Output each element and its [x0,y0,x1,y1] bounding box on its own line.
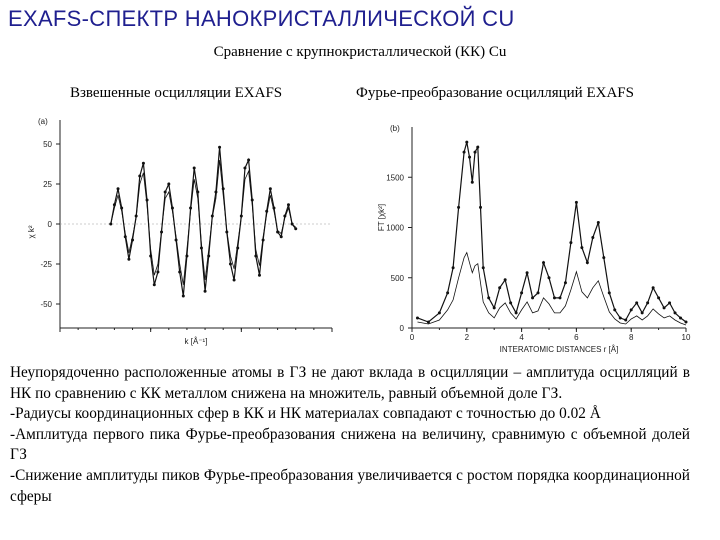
data-point [218,146,221,149]
data-point [635,301,638,304]
data-point [204,290,207,293]
data-point [564,281,567,284]
data-point [504,278,507,281]
panel-label: (a) [38,117,48,126]
data-point [457,206,460,209]
data-point [493,306,496,309]
data-point [668,301,671,304]
data-point [542,261,545,264]
x-axis-label: INTERATOMIC DISTANCES r [Å] [499,345,619,354]
paragraph-first-peak: -Амплитуда первого пика Фурье-преобразования снижена на величину, сравнимую с объемной долей ГЗ [10,425,690,464]
data-point [685,320,688,323]
x-tick-label: 4 [519,333,524,342]
data-point [498,286,501,289]
data-point [243,167,246,170]
data-point [468,156,471,159]
y-axis-label: χ k² [27,225,36,239]
data-point [569,241,572,244]
data-point [526,271,529,274]
data-point [294,227,297,230]
x-tick-label: 0 [409,333,415,342]
data-point [646,301,649,304]
data-point [463,151,466,154]
data-point [142,162,145,165]
data-point [438,311,441,314]
data-point [487,296,490,299]
panel-label: (b) [390,124,400,133]
x-tick-label: 10 [681,333,691,342]
text-block [10,363,690,507]
y-tick-label: 500 [390,273,404,283]
y-axis-label: FT [χk²] [377,203,386,232]
data-point [280,235,283,238]
data-point [156,271,159,274]
data-point [558,296,561,299]
data-point [153,283,156,286]
data-point [597,221,600,224]
x-tick-label: 2 [464,333,470,342]
y-tick-label: 50 [43,140,52,149]
data-point [602,256,605,259]
data-point [167,183,170,186]
data-point [446,291,449,294]
data-point [657,296,660,299]
data-point [416,316,419,319]
data-point [509,301,512,304]
data-point [613,308,616,311]
data-point [476,146,479,149]
page-title: EXAFS-СПЕКТР НАНОКРИСТАЛЛИЧЕСКОЙ CU [8,6,515,31]
data-point [580,246,583,249]
data-point [674,311,677,314]
data-point [471,181,474,184]
data-point [127,258,130,261]
data-point [679,316,682,319]
data-point [287,203,290,206]
data-point [641,311,644,314]
data-point [630,308,633,311]
data-point [548,276,551,279]
chart-exafs-oscillations [27,117,332,346]
data-point [482,266,485,269]
data-point [138,175,141,178]
data-point [586,261,589,264]
data-point [474,151,477,154]
data-point [258,274,261,277]
data-point [182,295,185,298]
data-point [663,306,666,309]
data-point [608,291,611,294]
y-tick-label: 0 [399,324,404,333]
data-point [465,141,468,144]
series-line-0 [418,142,687,322]
y-tick-label: -50 [40,300,52,309]
x-tick-label: 6 [574,333,579,342]
left-chart-heading: Взвешенные осцилляции EXAFS [70,85,283,101]
x-tick-label: 8 [628,333,634,342]
data-point [247,159,250,162]
data-point [229,263,232,266]
data-point [575,201,578,204]
data-point [233,279,236,282]
y-tick-label: 0 [47,220,52,229]
paragraph-disorder: Неупорядоченно расположенные атомы в ГЗ не дают вклада в осцилляции – амплитуда осцилляций в НК по сравнению с КК металлом снижена на множитель, равный объемной доле ГЗ. [10,364,690,402]
y-tick-label: 1000 [386,223,404,233]
data-point [553,296,556,299]
data-point [652,286,655,289]
data-point [591,236,594,239]
y-tick-label: 1500 [386,173,404,183]
data-point [164,191,167,194]
y-tick-label: -25 [40,260,52,269]
series-line-0 [111,147,296,296]
paragraph-peak-reduction: -Снижение амплитуды пиков Фурье-преобразования увеличивается с ростом порядка координационной сферы [10,466,690,505]
y-tick-label: 25 [43,180,52,189]
data-point [251,199,254,202]
data-point [452,266,455,269]
data-point [269,187,272,190]
data-point [193,167,196,170]
page-subtitle: Сравнение с крупнокристаллической (КК) Cu [213,44,507,60]
data-point [624,318,627,321]
data-point [479,206,482,209]
data-point [515,311,518,314]
paragraph-radii: -Радиусы координационных сфер в КК и НК материалах совпадают с точностью до 0.02 Å [10,405,601,423]
chart-fourier-transform [377,124,691,354]
right-chart-heading: Фурье-преобразование осцилляций EXAFS [356,85,634,101]
data-point [531,296,534,299]
data-point [619,316,622,319]
data-point [117,187,120,190]
data-point [537,291,540,294]
x-axis-label: k [Å⁻¹] [184,337,208,346]
data-point [427,320,430,323]
data-point [520,291,523,294]
